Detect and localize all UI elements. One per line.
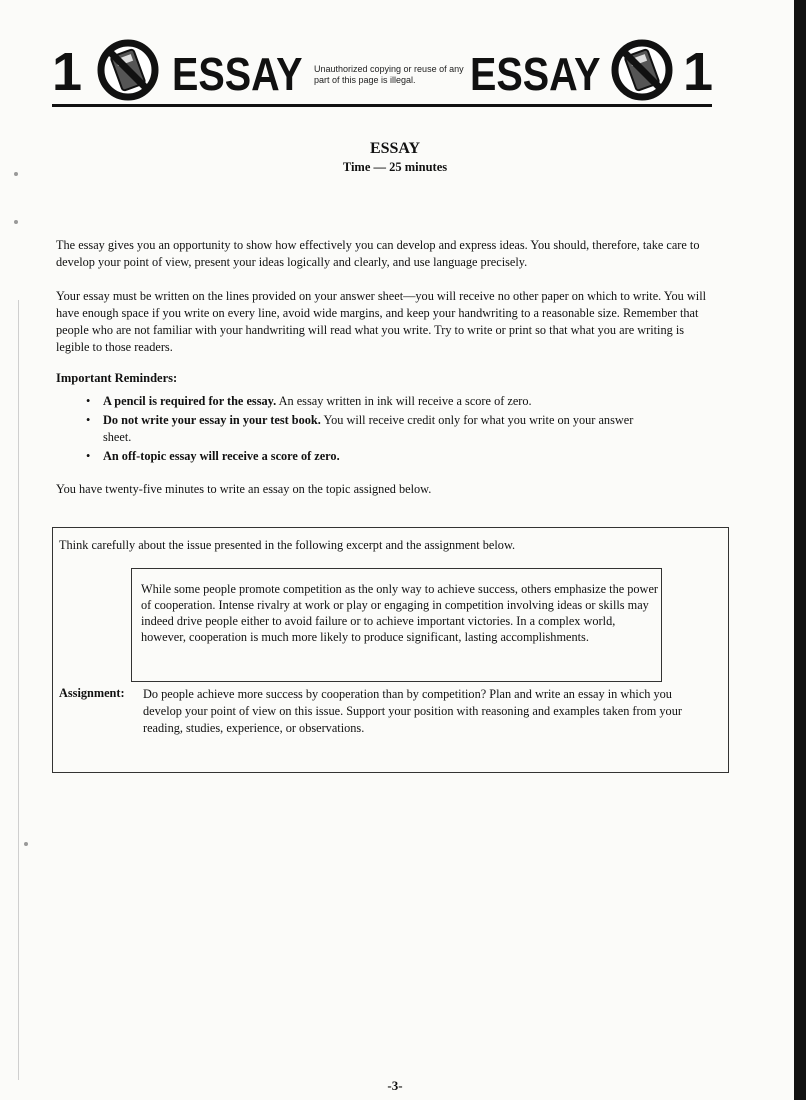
time-limit: Time — 25 minutes	[342, 160, 448, 174]
reminders-heading: Important Reminders:	[56, 371, 178, 385]
copyright-notice: Unauthorized copying or reuse of any part of this page is illegal.	[314, 64, 464, 85]
header-title-left: ESSAY	[172, 48, 303, 100]
excerpt-box: While some people promote competition as the only way to achieve success, others emphasize the power of cooperation. Intense rivalry at work or play or engaging in competition involving ideas or skills may indeed drive people either to avoid failure or to achieve important victories. In a complex world, however, cooperation is much more likely to produce significant, lasting accomplishments.	[131, 568, 662, 682]
prompt-box	[52, 527, 729, 773]
scan-margin-line	[18, 300, 19, 1080]
scan-speck	[14, 220, 18, 224]
header-rule	[52, 104, 712, 107]
list-item: • An off-topic essay will receive a score of zero.	[86, 448, 646, 465]
instructions-paragraph: Your essay must be written on the lines provided on your answer sheet—you will receive no other paper on which to write. You will have enough space if you write on every line, avoid wide margins, and keep your handwriting to a reasonable size. Remember that people who are not familiar with your handwriting will read what you write. Try to write or print so that what you are writing is legible to those readers.	[56, 289, 707, 354]
scan-speck	[14, 172, 18, 176]
scan-edge	[794, 0, 806, 1100]
page-header	[52, 36, 718, 108]
section-number-right: 1	[682, 42, 712, 102]
list-item: • Do not write your essay in your test book. You will receive credit only for what you write on your answer sheet.	[86, 412, 646, 446]
section-number-left: 1	[52, 42, 82, 102]
assignment-text: Do people achieve more success by cooperation than by competition? Plan and write an essay in which you develop your point of view on this issue. Support your position with reasoning and examples taken from your reading, studies, experience, or observations.	[143, 687, 682, 735]
intro-paragraph: The essay gives you an opportunity to show how effectively you can develop and express ideas. You should, therefore, take care to develop your point of view, present your ideas logically and clearly, and use language precisely.	[56, 238, 700, 269]
page-title: ESSAY	[369, 140, 421, 157]
page-number: -3-	[387, 1078, 403, 1093]
no-calculator-icon	[96, 38, 160, 102]
assignment-label: Assignment:	[59, 686, 125, 700]
prompt-intro: Think carefully about the issue presented in the following excerpt and the assignment below.	[59, 538, 516, 552]
no-calculator-icon	[610, 38, 674, 102]
scan-speck	[24, 842, 28, 846]
time-note: You have twenty-five minutes to write an essay on the topic assigned below.	[56, 482, 432, 496]
list-item: • A pencil is required for the essay. An essay written in ink will receive a score of zero.	[86, 393, 646, 410]
header-title-right: ESSAY	[470, 48, 601, 100]
reminders-list	[86, 393, 646, 467]
